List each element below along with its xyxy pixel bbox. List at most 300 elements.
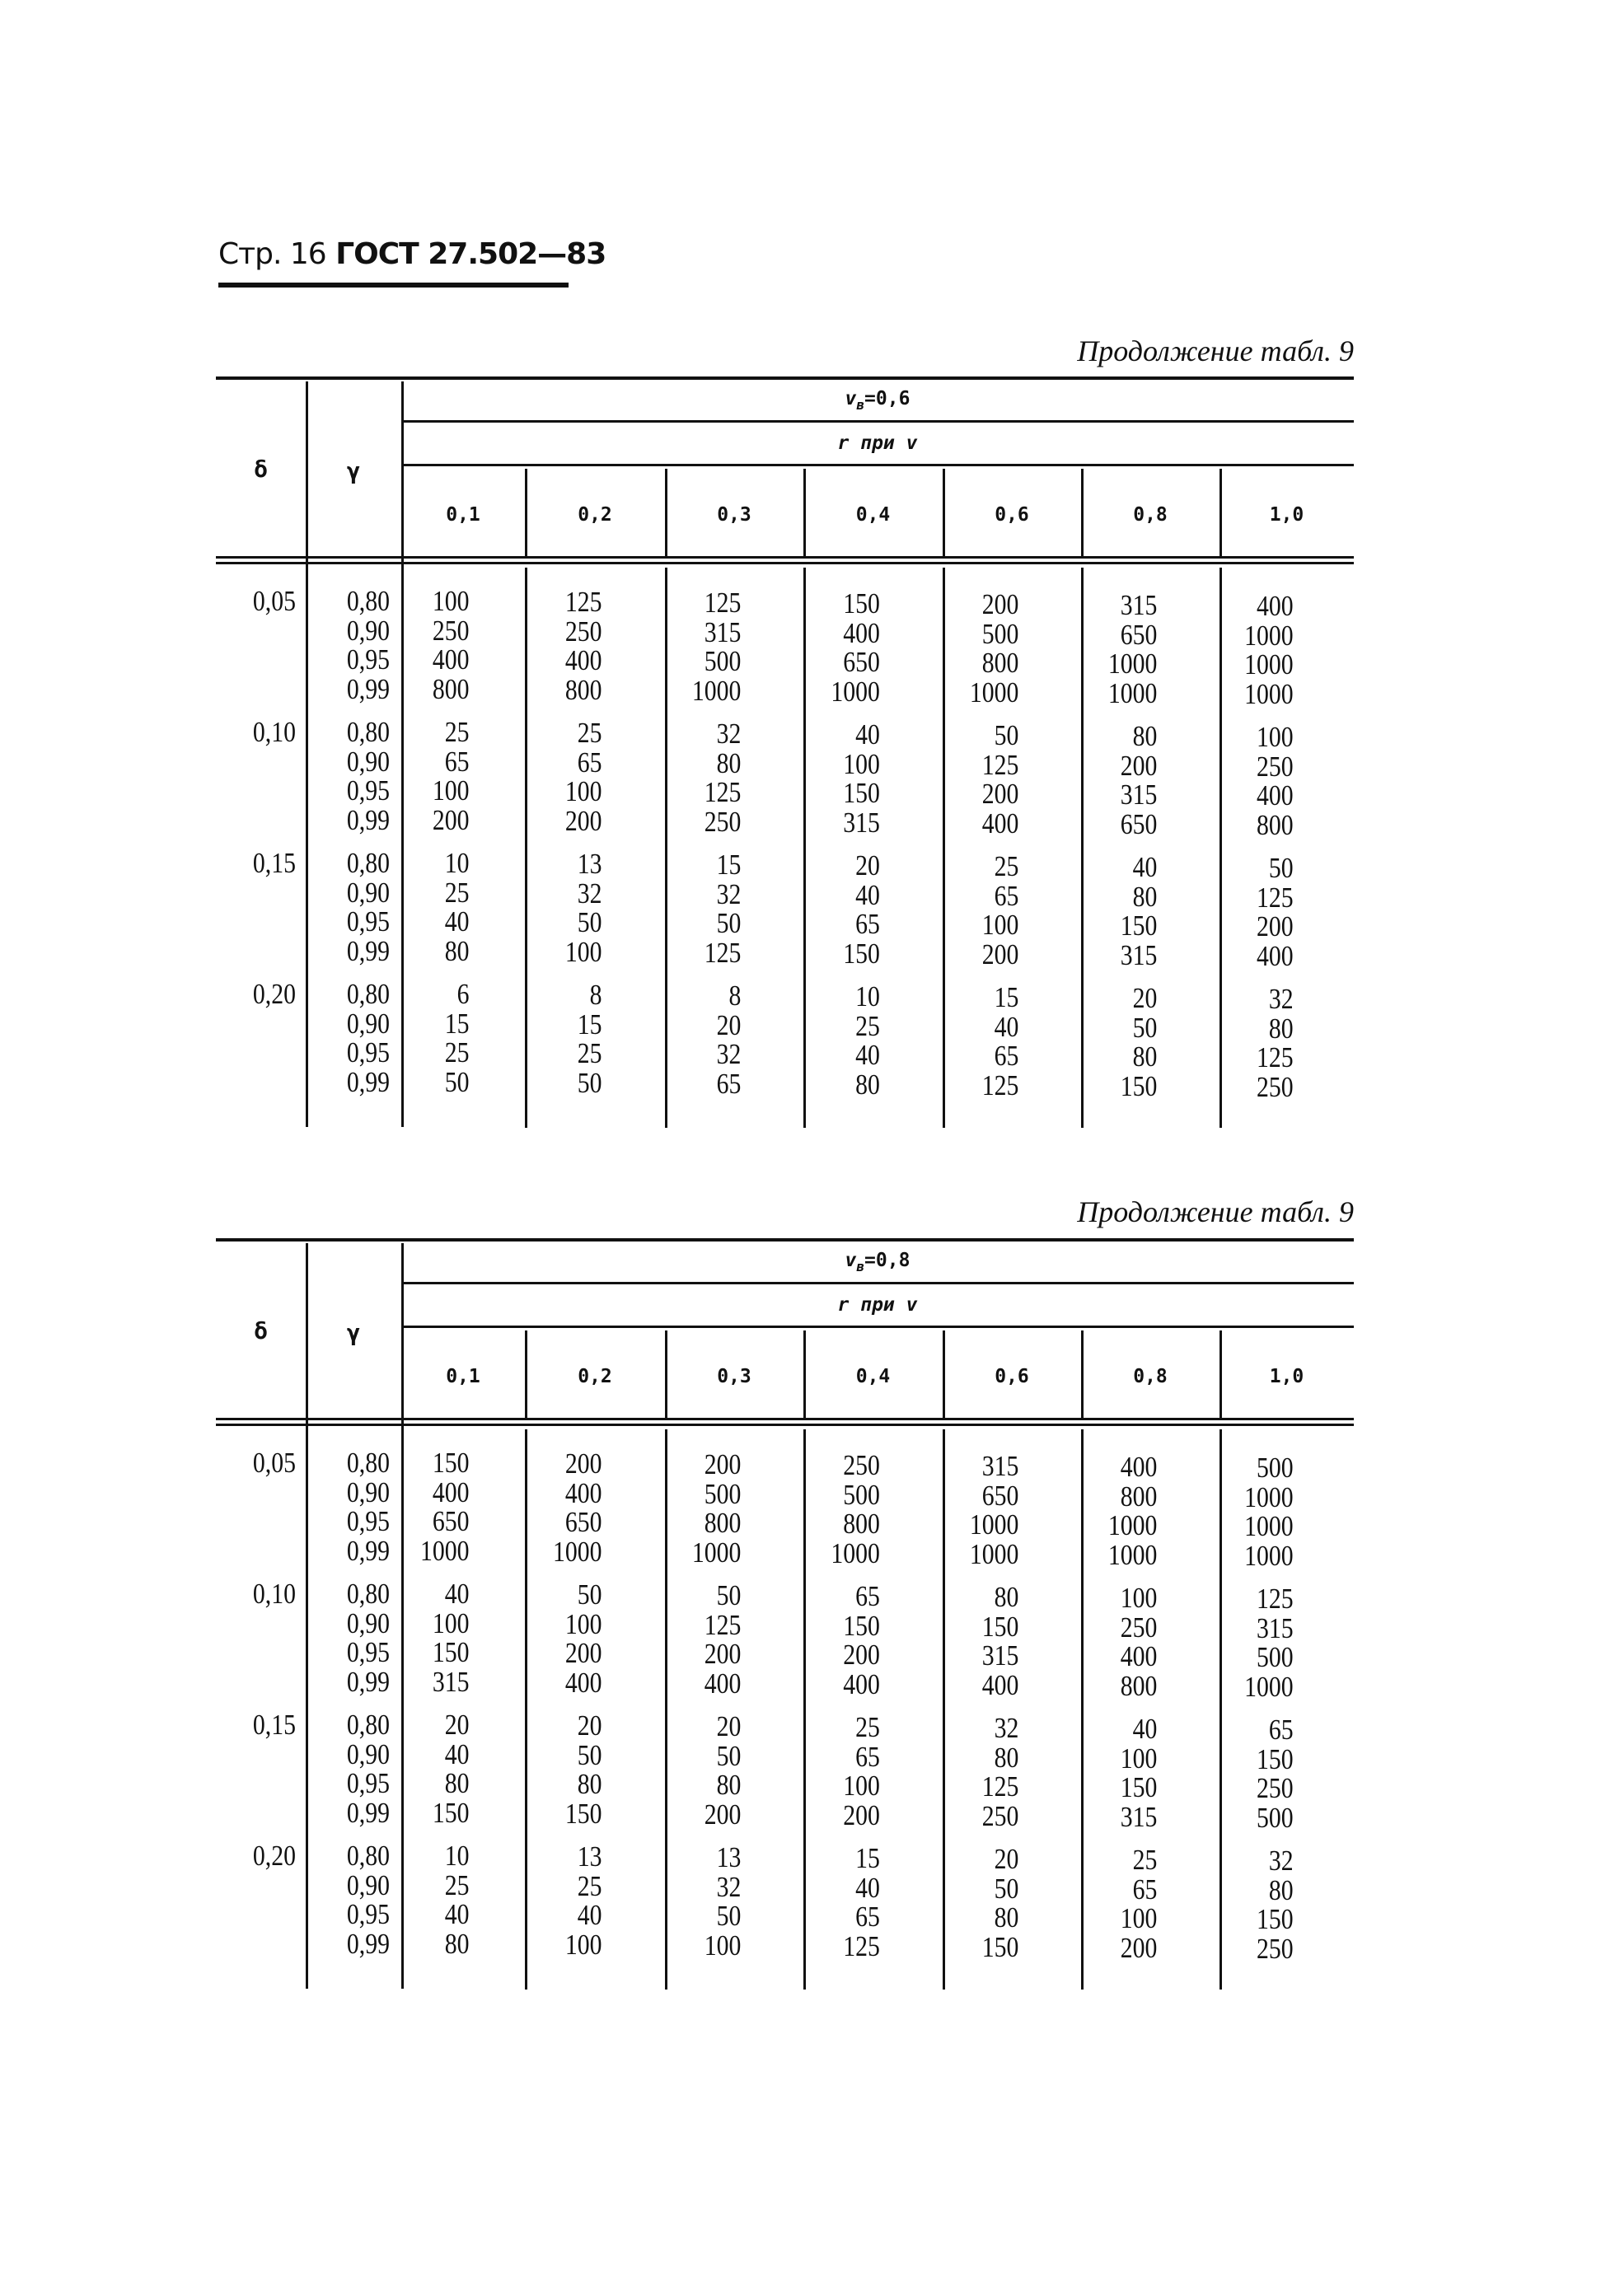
table-cell: 50 <box>577 1066 602 1099</box>
column-header: 0,6 <box>995 1366 1029 1387</box>
table-cell: 125 <box>704 776 742 808</box>
table-cell: 315 <box>1120 589 1158 621</box>
table-cell: 200 <box>704 1448 742 1480</box>
table-cell: 200 <box>1120 749 1158 782</box>
table-cell: 125 <box>564 586 602 618</box>
table-cell: 80 <box>444 934 470 967</box>
table-cell: 25 <box>1132 1844 1158 1876</box>
table-cell: 1000 <box>1244 1510 1294 1542</box>
table-cell: 6 <box>456 978 470 1010</box>
table-top-rule <box>216 1238 1354 1242</box>
column-divider <box>306 1243 308 1989</box>
table-cell: 315 <box>1120 938 1158 971</box>
table-cell: 800 <box>704 1507 742 1539</box>
table-cell: 250 <box>564 615 602 648</box>
table-cell: 125 <box>1257 881 1294 914</box>
table-top-rule <box>216 376 1354 380</box>
delta-value: 0,10 <box>252 1578 296 1610</box>
column-divider <box>665 1429 667 1990</box>
table-cell: 250 <box>1257 1932 1294 1965</box>
table-cell: 40 <box>444 1898 470 1930</box>
header-delta: δ <box>254 456 268 483</box>
table-cell: 50 <box>994 1872 1019 1905</box>
vb-subscript: в <box>856 397 865 413</box>
table-cell: 1000 <box>969 1508 1019 1541</box>
table-cell: 80 <box>855 1068 880 1101</box>
header-delta: δ <box>254 1317 268 1344</box>
table-cell: 1000 <box>1244 1539 1294 1572</box>
header-double-rule-1 <box>216 556 1354 559</box>
column-header: 1,0 <box>1269 504 1304 526</box>
column-divider <box>525 568 527 1128</box>
table-cell: 150 <box>564 1797 602 1830</box>
table-cell: 150 <box>981 1930 1019 1963</box>
gamma-value: 0,95 <box>346 1767 390 1799</box>
page-header <box>218 237 606 271</box>
table-cell: 200 <box>981 938 1019 970</box>
table-cell: 25 <box>577 717 602 749</box>
table-cell: 100 <box>843 747 880 780</box>
table-cell: 8 <box>728 980 742 1012</box>
table-cell: 150 <box>1120 1771 1158 1803</box>
table-cell: 1000 <box>420 1534 470 1567</box>
header-double-rule-1 <box>216 1418 1354 1420</box>
table-cell: 100 <box>1120 1742 1158 1775</box>
table-cell: 125 <box>1257 1583 1294 1615</box>
table-cell: 200 <box>432 803 470 836</box>
gamma-value: 0,99 <box>346 1665 390 1698</box>
table-cell: 20 <box>994 1843 1019 1875</box>
table-cell: 250 <box>981 1799 1019 1832</box>
table-cell: 200 <box>704 1798 742 1831</box>
gamma-value: 0,80 <box>346 1447 390 1479</box>
table-cell: 1000 <box>1107 1538 1158 1571</box>
gamma-value: 0,90 <box>346 1475 390 1508</box>
table-cell: 400 <box>432 643 470 676</box>
table-cell: 20 <box>1132 982 1158 1014</box>
table-cell: 1000 <box>1244 648 1294 680</box>
table-cell: 315 <box>1120 1800 1158 1833</box>
table-cell: 50 <box>444 1065 470 1098</box>
column-divider <box>401 381 404 1127</box>
column-divider <box>665 568 667 1128</box>
table-cell: 100 <box>432 585 470 617</box>
table-cell: 25 <box>444 716 470 748</box>
table-cell: 1000 <box>1244 619 1294 652</box>
gamma-value: 0,95 <box>346 905 390 938</box>
table-cell: 80 <box>1268 1012 1294 1045</box>
table-cell: 400 <box>1257 939 1294 972</box>
table-cell: 1000 <box>831 675 880 708</box>
header-double-rule-2 <box>216 562 1354 564</box>
table-cell: 800 <box>843 1508 880 1540</box>
table-cell: 25 <box>855 1009 880 1042</box>
table-cell: 40 <box>994 1010 1019 1043</box>
table-cell: 65 <box>994 1040 1019 1072</box>
table-cell: 100 <box>981 909 1019 941</box>
header-double-rule-2 <box>216 1424 1354 1426</box>
table-cell: 1000 <box>1244 1480 1294 1513</box>
column-divider <box>1081 1429 1084 1990</box>
table-cell: 200 <box>1120 1931 1158 1964</box>
table-cell: 150 <box>843 777 880 809</box>
table-cell: 150 <box>843 587 880 620</box>
table-cell: 150 <box>1120 1069 1158 1102</box>
table-cell: 250 <box>1120 1611 1158 1644</box>
gamma-value: 0,80 <box>346 978 390 1010</box>
vb-value: =0,6 <box>864 388 911 409</box>
table-cell: 315 <box>432 1665 470 1698</box>
table-cell: 65 <box>716 1067 742 1100</box>
table-cell: 150 <box>981 1610 1019 1643</box>
table-cell: 40 <box>577 1899 602 1931</box>
table-cell: 125 <box>981 748 1019 781</box>
table-cell: 40 <box>444 905 470 938</box>
table-cell: 100 <box>704 1929 742 1962</box>
column-header: 0,1 <box>446 504 480 526</box>
table-cell: 50 <box>716 1579 742 1611</box>
table-cell: 15 <box>855 1842 880 1874</box>
table-cell: 15 <box>577 1008 602 1040</box>
table-cell: 65 <box>1268 1714 1294 1746</box>
table-cell: 50 <box>716 907 742 939</box>
table-cell: 10 <box>855 980 880 1012</box>
table-cell: 32 <box>716 1870 742 1903</box>
table-cell: 500 <box>981 617 1019 650</box>
table-cell: 65 <box>855 1901 880 1933</box>
table-cell: 80 <box>716 746 742 779</box>
vb-subscript: в <box>856 1259 865 1274</box>
table-cell: 500 <box>704 1477 742 1510</box>
table-cell: 650 <box>1120 807 1158 840</box>
table-cell: 20 <box>716 1710 742 1742</box>
table-cell: 400 <box>1257 779 1294 811</box>
table-cell: 1000 <box>691 674 742 707</box>
table-cell: 40 <box>855 718 880 751</box>
table-cell: 125 <box>981 1770 1019 1803</box>
table-cell: 250 <box>843 1449 880 1481</box>
table-cell: 32 <box>1268 983 1294 1015</box>
table-cell: 650 <box>1120 618 1158 651</box>
gamma-value: 0,80 <box>346 847 390 879</box>
column-divider <box>306 381 308 1127</box>
table-cell: 25 <box>444 876 470 909</box>
table-cell: 32 <box>994 1712 1019 1744</box>
table-cell: 800 <box>1120 1480 1158 1513</box>
table-cell: 150 <box>1257 1742 1294 1775</box>
column-header: 0,4 <box>855 1366 891 1387</box>
table-cell: 800 <box>432 672 470 705</box>
table-cell: 500 <box>704 645 742 677</box>
data-table <box>216 1238 1354 2029</box>
delta-value: 0,15 <box>252 847 296 879</box>
table-cell: 125 <box>1257 1041 1294 1073</box>
gamma-value: 0,99 <box>346 803 390 836</box>
column-divider <box>401 1243 404 1989</box>
table-cell: 800 <box>1257 808 1294 841</box>
table-cell: 10 <box>444 847 470 879</box>
column-header: 0,2 <box>578 504 612 526</box>
table-cell: 40 <box>855 1039 880 1071</box>
table-cell: 800 <box>564 673 602 706</box>
table-cell: 80 <box>1132 1040 1158 1073</box>
gamma-value: 0,80 <box>346 716 390 748</box>
table-cell: 150 <box>843 937 880 970</box>
vb-rule <box>401 1282 1354 1284</box>
table-cell: 100 <box>432 1606 470 1639</box>
table-cell: 100 <box>564 775 602 807</box>
gamma-value: 0,80 <box>346 1840 390 1872</box>
table-cell: 80 <box>444 1927 470 1960</box>
gamma-value: 0,95 <box>346 1898 390 1930</box>
table-cell: 80 <box>994 1741 1019 1774</box>
table-cell: 250 <box>432 614 470 647</box>
table-cell: 400 <box>1120 1640 1158 1672</box>
gamma-value: 0,99 <box>346 1065 390 1098</box>
table-cell: 15 <box>994 981 1019 1013</box>
table-cell: 400 <box>981 807 1019 839</box>
table-cell: 15 <box>716 849 742 881</box>
table-cell: 100 <box>843 1770 880 1802</box>
standard-number: ГОСТ 27.502—83 <box>335 237 606 271</box>
table-cell: 400 <box>843 1667 880 1700</box>
table-cell: 80 <box>1132 720 1158 752</box>
table-cell: 200 <box>564 1637 602 1669</box>
table-cell: 125 <box>704 1608 742 1641</box>
table-cell: 400 <box>564 1476 602 1509</box>
column-header: 0,1 <box>446 1366 480 1387</box>
table-cell: 500 <box>1257 1452 1294 1484</box>
subheader-rule <box>401 1326 1354 1328</box>
table-cell: 150 <box>432 1447 470 1479</box>
table-cell: 400 <box>1257 590 1294 622</box>
table-cell: 315 <box>1257 1611 1294 1644</box>
table-cell: 1000 <box>1244 1670 1294 1703</box>
table-cell: 500 <box>1257 1641 1294 1673</box>
gamma-value: 0,80 <box>346 1578 390 1610</box>
table-cell: 200 <box>981 588 1019 620</box>
table-cell: 32 <box>716 877 742 910</box>
table-cell: 400 <box>564 644 602 676</box>
table-cell: 100 <box>432 774 470 807</box>
table-cell: 200 <box>843 1639 880 1671</box>
table-cell: 1000 <box>969 676 1019 708</box>
column-header: 0,3 <box>717 504 751 526</box>
gamma-value: 0,90 <box>346 876 390 909</box>
table-cell: 25 <box>855 1711 880 1743</box>
column-header: 0,8 <box>1133 504 1168 526</box>
delta-value: 0,20 <box>252 1840 296 1872</box>
column-divider <box>525 1429 527 1990</box>
column-header: 0,8 <box>1133 1366 1168 1387</box>
gamma-value: 0,80 <box>346 1709 390 1741</box>
column-header: 0,4 <box>855 504 891 526</box>
table-cell: 50 <box>716 1900 742 1932</box>
table-cell: 25 <box>577 1869 602 1902</box>
table-cell: 20 <box>855 849 880 881</box>
table-cell: 125 <box>704 587 742 619</box>
gamma-value: 0,99 <box>346 934 390 967</box>
header-r-given-v: r при v <box>837 433 918 454</box>
table-cell: 65 <box>577 746 602 779</box>
gamma-value: 0,90 <box>346 1606 390 1639</box>
table-cell: 1000 <box>553 1535 602 1568</box>
table-cell: 80 <box>1268 1873 1294 1906</box>
vb-symbol: v <box>845 388 857 409</box>
table-cell: 1000 <box>1107 648 1158 680</box>
gamma-value: 0,90 <box>346 614 390 647</box>
column-divider <box>943 568 945 1128</box>
header-rule <box>218 283 569 288</box>
vb-symbol: v <box>845 1250 857 1271</box>
table-cell: 315 <box>1120 779 1158 811</box>
table-cell: 65 <box>444 745 470 778</box>
table-cell: 100 <box>1257 721 1294 753</box>
table-cell: 80 <box>1132 880 1158 913</box>
table-cell: 8 <box>589 979 602 1011</box>
table-cell: 65 <box>855 1740 880 1773</box>
table-cell: 125 <box>981 1069 1019 1101</box>
gamma-value: 0,95 <box>346 1636 390 1668</box>
table-cell: 315 <box>843 806 880 839</box>
table-cell: 200 <box>843 1798 880 1831</box>
column-divider <box>1081 568 1084 1128</box>
gamma-value: 0,99 <box>346 1534 390 1567</box>
table-cell: 20 <box>444 1709 470 1741</box>
table-cell: 40 <box>1132 851 1158 883</box>
continuation-label: Продолжение табл. 9 <box>1077 1195 1354 1228</box>
table-cell: 13 <box>577 1840 602 1873</box>
table-cell: 150 <box>432 1636 470 1668</box>
table-cell: 200 <box>564 1447 602 1480</box>
delta-value: 0,15 <box>252 1709 296 1741</box>
gamma-value: 0,99 <box>346 1796 390 1829</box>
table-cell: 250 <box>704 805 742 838</box>
table-cell: 200 <box>1257 910 1294 942</box>
gamma-value: 0,99 <box>346 672 390 705</box>
table-cell: 250 <box>1257 750 1294 783</box>
table-cell: 20 <box>577 1709 602 1742</box>
table-cell: 150 <box>432 1796 470 1829</box>
table-cell: 100 <box>564 935 602 968</box>
column-header: 0,3 <box>717 1366 751 1387</box>
table-cell: 50 <box>716 1739 742 1772</box>
table-cell: 20 <box>716 1008 742 1041</box>
table-cell: 13 <box>716 1841 742 1873</box>
table-cell: 400 <box>981 1668 1019 1701</box>
table-cell: 200 <box>704 1638 742 1670</box>
table-cell: 50 <box>577 1738 602 1771</box>
column-divider <box>1219 1429 1222 1990</box>
gamma-value: 0,99 <box>346 1927 390 1960</box>
data-table <box>216 376 1354 1167</box>
page-number: Стр. 16 <box>218 237 326 271</box>
table-cell: 650 <box>981 1479 1019 1512</box>
gamma-value: 0,95 <box>346 774 390 807</box>
table-cell: 40 <box>855 1871 880 1904</box>
table-cell: 13 <box>577 848 602 880</box>
table-cell: 50 <box>1132 1011 1158 1044</box>
table-cell: 315 <box>981 1450 1019 1482</box>
table-cell: 315 <box>981 1639 1019 1672</box>
table-cell: 65 <box>855 1580 880 1612</box>
continuation-label: Продолжение табл. 9 <box>1077 334 1354 367</box>
subheader-rule <box>401 464 1354 466</box>
table-cell: 1000 <box>831 1536 880 1569</box>
table-cell: 800 <box>1120 1669 1158 1702</box>
header-vb <box>401 388 1354 413</box>
gamma-value: 0,95 <box>346 643 390 676</box>
table-cell: 32 <box>716 718 742 750</box>
column-divider <box>803 1429 806 1990</box>
table-cell: 800 <box>981 647 1019 679</box>
table-cell: 80 <box>577 1768 602 1800</box>
table-cell: 500 <box>1257 1801 1294 1834</box>
table-cell: 250 <box>1257 1070 1294 1103</box>
delta-value: 0,05 <box>252 585 296 617</box>
gamma-value: 0,90 <box>346 745 390 778</box>
gamma-value: 0,90 <box>346 1007 390 1040</box>
table-cell: 650 <box>432 1505 470 1537</box>
table-cell: 40 <box>855 878 880 911</box>
column-header: 0,6 <box>995 504 1029 526</box>
table-cell: 315 <box>704 615 742 648</box>
table-cell: 32 <box>1268 1845 1294 1877</box>
header-vb <box>401 1250 1354 1274</box>
table-cell: 25 <box>444 1036 470 1069</box>
table-cell: 1000 <box>969 1537 1019 1570</box>
table-cell: 50 <box>994 719 1019 751</box>
table-cell: 125 <box>704 936 742 969</box>
column-divider <box>1219 568 1222 1128</box>
table-cell: 40 <box>1132 1713 1158 1745</box>
table-cell: 25 <box>577 1037 602 1069</box>
table-cell: 150 <box>843 1609 880 1642</box>
table-cell: 1000 <box>1107 676 1158 709</box>
table-cell: 100 <box>564 1928 602 1961</box>
table-cell: 400 <box>704 1667 742 1700</box>
gamma-value: 0,80 <box>346 585 390 617</box>
table-cell: 65 <box>994 879 1019 912</box>
table-cell: 650 <box>843 646 880 678</box>
table-cell: 50 <box>577 1578 602 1611</box>
table-cell: 100 <box>1120 1582 1158 1614</box>
table-cell: 32 <box>716 1038 742 1070</box>
table-cell: 32 <box>577 877 602 910</box>
table-cell: 65 <box>1132 1873 1158 1906</box>
table-cell: 1000 <box>1107 1509 1158 1541</box>
table-cell: 400 <box>1120 1451 1158 1483</box>
table-cell: 1000 <box>1244 677 1294 710</box>
column-divider <box>943 1429 945 1990</box>
table-cell: 100 <box>1120 1902 1158 1934</box>
header-gamma: γ <box>346 457 361 484</box>
table-cell: 80 <box>994 1901 1019 1934</box>
table-cell: 65 <box>855 908 880 940</box>
table-cell: 80 <box>994 1581 1019 1613</box>
table-cell: 500 <box>843 1478 880 1511</box>
header-r-given-v: r при v <box>837 1294 918 1316</box>
table-cell: 10 <box>444 1840 470 1872</box>
table-cell: 25 <box>994 850 1019 882</box>
gamma-value: 0,95 <box>346 1036 390 1069</box>
table-cell: 50 <box>1268 852 1294 884</box>
column-divider <box>803 568 806 1128</box>
table-cell: 50 <box>577 906 602 938</box>
delta-value: 0,10 <box>252 716 296 748</box>
table-cell: 40 <box>444 1737 470 1770</box>
table-cell: 80 <box>716 1769 742 1801</box>
